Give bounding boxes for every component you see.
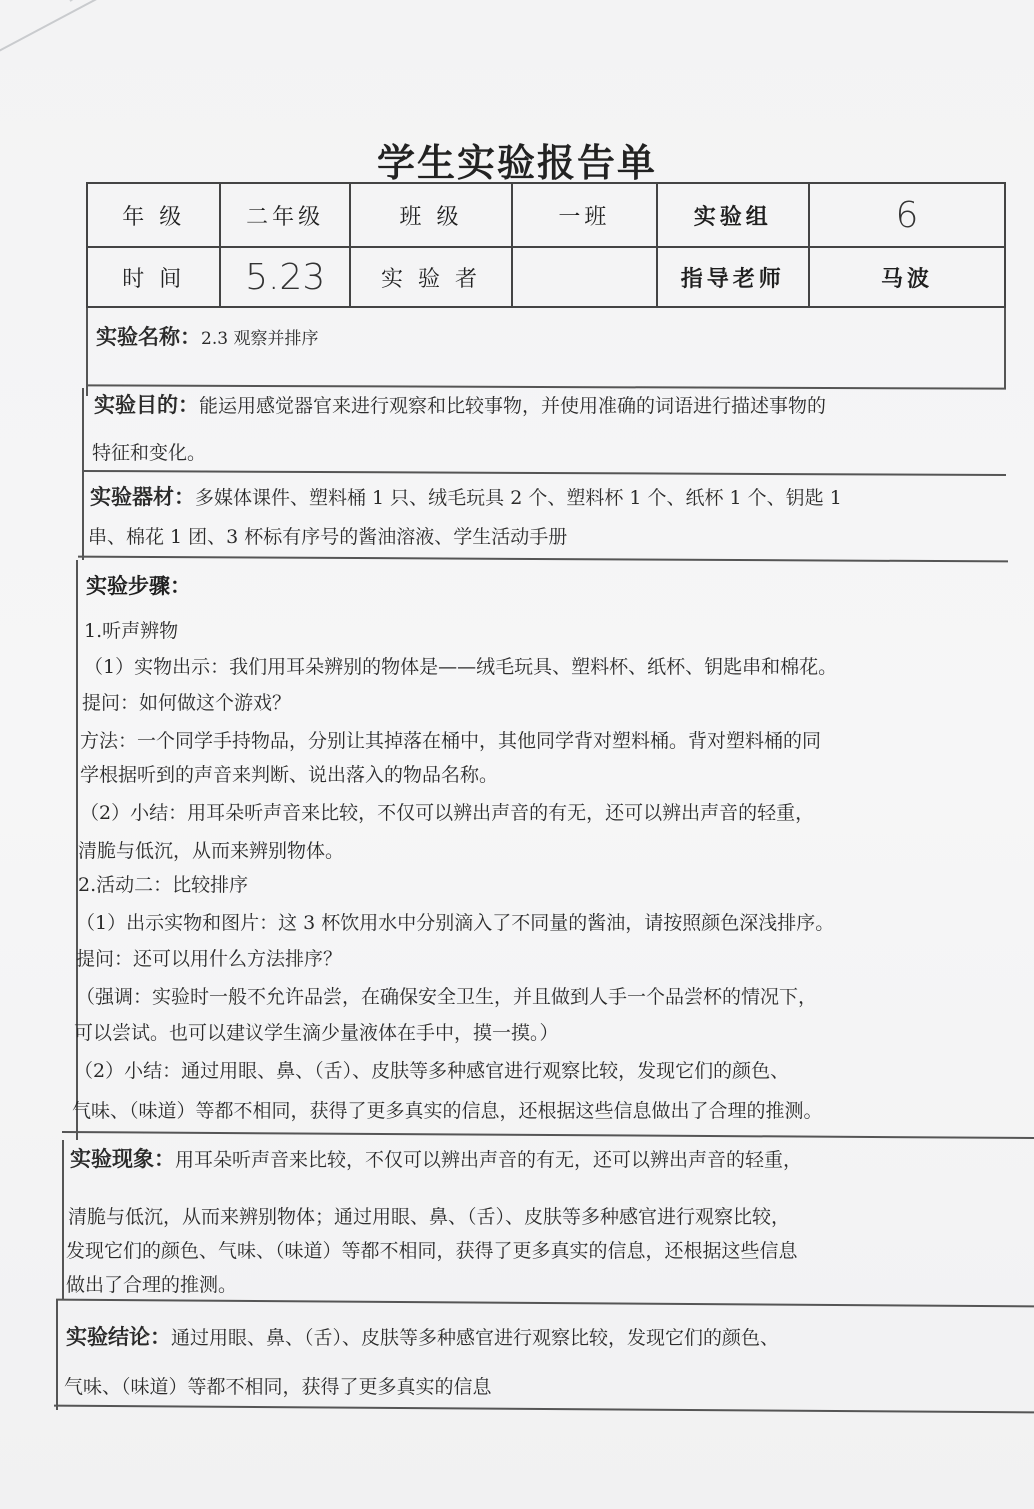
time-label: 时 间	[88, 246, 221, 308]
experimenter-label: 实 验 者	[351, 246, 513, 308]
paper-fold-line	[0, 0, 175, 62]
phenomenon-text: 用耳朵听声音来比较，不仅可以辨出声音的有无，还可以辨出声音的轻重，	[175, 1149, 803, 1171]
steps-line: （2）小结：用耳朵听声音来比较，不仅可以辨出声音的有无，还可以辨出声音的轻重，	[80, 802, 815, 824]
purpose-line	[94, 394, 826, 417]
paper-fold-line	[69, 0, 168, 2]
info-row	[88, 246, 1004, 308]
steps-line: 提问：如何做这个游戏？	[82, 692, 292, 714]
materials-line: 串、棉花 1 团、3 杯标有序号的酱油溶液、学生活动手册	[88, 526, 568, 548]
steps-label: 实验步骤：	[86, 574, 191, 598]
border-left	[62, 1140, 64, 1300]
experiment-name	[96, 326, 318, 350]
teacher-value: 马波	[880, 266, 933, 292]
materials-label: 实验器材：	[90, 485, 195, 509]
steps-line: 可以尝试。也可以建议学生滴少量液体在手中，摸一摸。）	[74, 1022, 559, 1044]
steps-line: 方法：一个同学手持物品，分别让其掉落在桶中，其他同学背对塑料桶。背对塑料桶的同	[80, 730, 822, 752]
class-label: 班 级	[351, 184, 513, 246]
conclusion-label: 实验结论：	[66, 1325, 171, 1349]
divider	[82, 470, 1006, 476]
grade-label: 年 级	[88, 184, 221, 246]
border-left	[56, 1300, 58, 1410]
divider	[86, 384, 1006, 389]
experimenter-value	[513, 246, 657, 308]
phenomenon-line: 发现它们的颜色、气味、（味道）等都不相同，获得了更多真实的信息，还根据这些信息	[66, 1240, 798, 1262]
phenomenon-line: 清脆与低沉，从而来辨别物体；通过用眼、鼻、（舌）、皮肤等多种感官进行观察比较，	[68, 1206, 791, 1228]
phenomenon-line: 做出了合理的推测。	[66, 1274, 238, 1296]
purpose-line: 特征和变化。	[92, 442, 207, 464]
conclusion-line: 气味、（味道）等都不相同，获得了更多真实的信息	[64, 1376, 492, 1398]
conclusion-text: 通过用眼、鼻、（舌）、皮肤等多种感官进行观察比较，发现它们的颜色、	[171, 1327, 780, 1349]
info-table	[86, 182, 1006, 308]
name-value: 2.3 观察并排序	[201, 329, 319, 349]
purpose-label: 实验目的：	[94, 393, 199, 417]
divider	[54, 1405, 1034, 1414]
phenomenon-label: 实验现象：	[70, 1147, 175, 1171]
border-left	[86, 308, 88, 396]
group-label: 实验组	[658, 184, 810, 246]
materials-line	[90, 486, 842, 509]
report-title: 学生实验报告单	[376, 141, 657, 185]
steps-line: （2）小结：通过用眼、鼻、（舌）、皮肤等多种感官进行观察比较，发现它们的颜色、	[74, 1060, 790, 1082]
grade-value: 二年级	[221, 184, 350, 246]
steps-line: 学根据听到的声音来判断、说出落入的物品名称。	[80, 764, 499, 786]
border-left	[82, 388, 84, 560]
border-right	[1004, 308, 1006, 388]
steps-line: 清脆与低沉，从而来辨别物体。	[78, 840, 345, 862]
teacher-label: 指导老师	[658, 246, 810, 308]
phenomenon-line	[70, 1148, 802, 1171]
info-row	[88, 184, 1004, 248]
purpose-text: 能运用感觉器官来进行观察和比较事物，并使用准确的词语进行描述事物的	[199, 395, 827, 417]
steps-line: （强调：实验时一般不允许品尝，在确保安全卫生，并且做到人手一个品尝杯的情况下，	[76, 986, 818, 1008]
divider	[56, 1299, 1034, 1308]
divider	[78, 556, 1008, 563]
steps-line: 提问：还可以用什么方法排序？	[76, 948, 343, 970]
steps-line: 2.活动二：比较排序	[78, 874, 249, 896]
steps-line: 1.听声辨物	[84, 620, 179, 642]
group-value: 6	[895, 194, 919, 236]
materials-text: 多媒体课件、塑料桶 1 只、绒毛玩具 2 个、塑料杯 1 个、纸杯 1 个、钥匙 1	[195, 487, 842, 509]
steps-line: （1）实物出示：我们用耳朵辨别的物体是——绒毛玩具、塑料杯、纸杯、钥匙串和棉花。	[84, 656, 838, 678]
divider	[62, 1131, 1034, 1139]
steps-line: 气味、（味道）等都不相同，获得了更多真实的信息，还根据这些信息做出了合理的推测。	[72, 1100, 823, 1122]
steps-line: （1）出示实物和图片：这 3 杯饮用水中分别滴入了不同量的酱油，请按照颜色深浅排序。	[76, 912, 835, 934]
time-value: 5.23	[221, 246, 350, 308]
name-label: 实验名称：	[96, 325, 201, 349]
class-value: 一班	[513, 184, 657, 246]
conclusion-line	[66, 1326, 779, 1349]
